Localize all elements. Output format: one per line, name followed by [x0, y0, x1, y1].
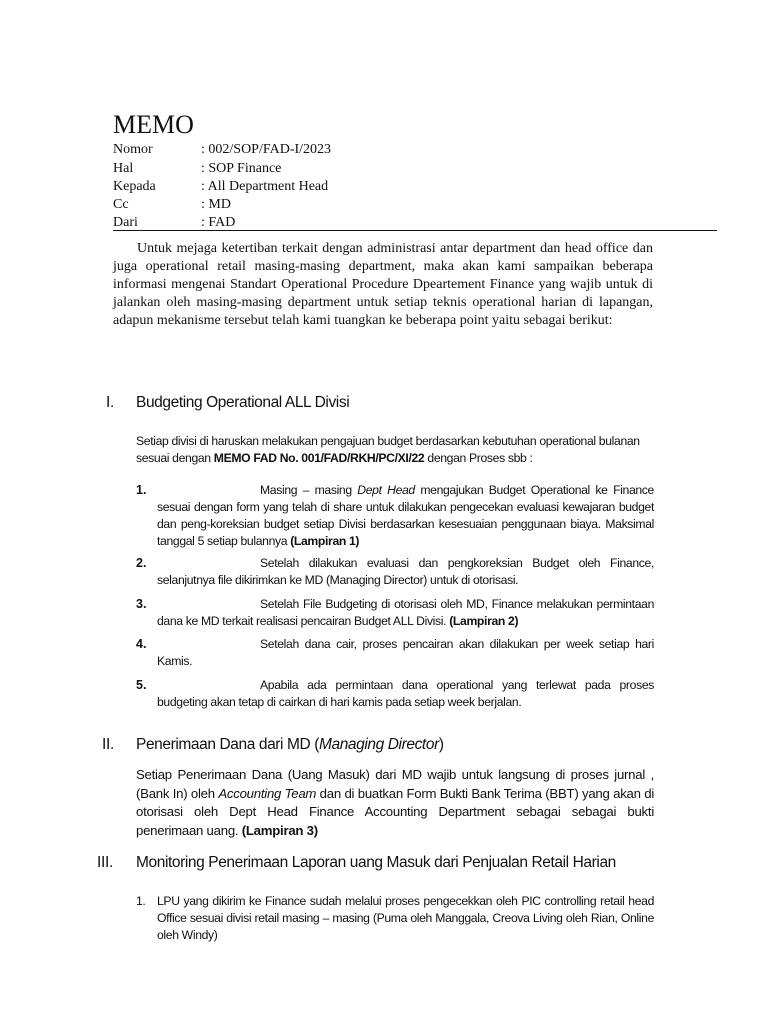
field-label-nomor: Nomor [113, 142, 153, 157]
item-1-text-a: Masing – masing [260, 483, 358, 497]
section-2-title-b: ) [438, 736, 444, 753]
item-3-lampiran: (Lampiran 2) [449, 614, 519, 628]
field-label-cc: Cc [113, 197, 129, 212]
section-2-title-italic: Managing Director [318, 736, 439, 753]
section-1-paragraph [136, 433, 656, 467]
intro-paragraph: Untuk mejaga ketertiban terkait dengan administrasi antar department dan head office dan juga operational retail masing-masing department, maka akan kami sampaikan beberapa informasi mengenai Standart Operational Procedure Dpeartement Finance yang wajib untuk di jalankan oleh masing-masing department untuk setiap teknis operational harian di lapangan, adapun mekanisme tersebut telah kami tuangkan ke beberapa point yaitu sebagai berikut: [113, 241, 653, 328]
section-3-title: Monitoring Penerimaan Laporan uang Masuk dari Penjualan Retail Harian [136, 854, 616, 871]
section-2-title-a: Penerimaan Dana dari MD ( [136, 736, 319, 753]
section-2-lampiran: (Lampiran 3) [241, 822, 318, 838]
item-5-text-a: Apabila ada permintaan dana operational yang terlewat pada proses budgeting akan tetap di cairkan di hari kamis pada setiap week berjalan. [157, 678, 654, 709]
item-2-text-a: Setelah dilakukan evaluasi dan pengkoreksian Budget oleh Finance, selanjutnya file dikirimkan ke MD (Managing Director) untuk di otorisasi. [157, 556, 654, 587]
item-3-number: 3. [136, 597, 147, 611]
item-4-number: 4. [136, 637, 147, 651]
item-2-number: 2. [136, 556, 147, 570]
item-5-text [157, 677, 654, 711]
item-4-text-a: Setelah dana cair, proses pencairan akan dilakukan per week setiap hari Kamis. [157, 637, 654, 668]
item-3-text [157, 596, 654, 630]
field-value-hal: : SOP Finance [201, 160, 282, 176]
item-1-text-b: mengajukan Budget Operational ke Finance sesuai dengan form yang telah di share untuk dilakukan pengecekan evaluasi kewajaran budget dan peng-koreksian budget setiap Divisi berdasarkan kesesuaian penggunaan biaya. Maksimal tanggal 5 setiap bulannya [157, 483, 654, 548]
item-1-text [157, 482, 654, 550]
section-1-number: I. [106, 394, 115, 411]
section-2-paragraph-b: dan di buatkan Form Bukti Bank Terima (BBT) yang akan di otorisasi oleh Dept Head Finance Accounting Department sebagai sebagai bukti penerimaan uang. [136, 785, 654, 838]
field-value-dari: : FAD [201, 214, 236, 230]
section-3-item-1-text: LPU yang dikirim ke Finance sudah melalui proses pengecekkan oleh PIC controlling retail head Office sesuai divisi retail masing – masing (Puma oleh Manggala, Creova Living oleh Rian, Online oleh Windy) [157, 894, 654, 942]
item-2-text [157, 555, 654, 589]
item-4-text [157, 636, 654, 670]
section-2-paragraph-a: Setiap Penerimaan Dana (Uang Masuk) dari MD wajib untuk langsung di proses jurnal ,(Bank In) oleh [136, 767, 654, 801]
section-1-paragraph-text: Setiap divisi di haruskan melakukan pengajuan budget berdasarkan kebutuhan operational bulanan sesuai dengan [136, 434, 640, 465]
item-1-lampiran: (Lampiran 1) [290, 534, 360, 548]
field-value-cc: : MD [201, 197, 231, 212]
section-2-paragraph [136, 766, 654, 840]
field-label-hal: Hal [113, 160, 134, 176]
field-value-nomor: : 002/SOP/FAD-I/2023 [201, 142, 332, 157]
section-3-item-1-number: 1. [136, 894, 146, 908]
section-3-number: III. [97, 854, 114, 871]
item-3-text-a: Setelah File Budgeting di otorisasi oleh MD, Finance melakukan permintaan dana ke MD terkait realisasi pencairan Budget ALL Divisi. [157, 597, 654, 628]
item-5-number: 5. [136, 678, 147, 692]
section-2-title [136, 736, 444, 754]
memo-title: MEMO [113, 110, 194, 139]
field-label-dari: Dari [113, 214, 138, 230]
item-1-text-italic: Dept Head [357, 483, 415, 497]
header-divider [113, 230, 717, 231]
memo-reference: MEMO FAD No. 001/FAD/RKH/PC/XI/22 [213, 451, 425, 465]
section-1-paragraph-tail: dengan Proses sbb : [424, 451, 533, 465]
section-1-title: Budgeting Operational ALL Divisi [136, 394, 350, 411]
field-label-kepada: Kepada [113, 179, 156, 194]
field-value-kepada: : All Department Head [201, 179, 329, 194]
section-2-paragraph-italic: Accounting Team [218, 785, 317, 801]
item-1-number: 1. [136, 483, 147, 497]
section-2-number: II. [102, 736, 115, 753]
